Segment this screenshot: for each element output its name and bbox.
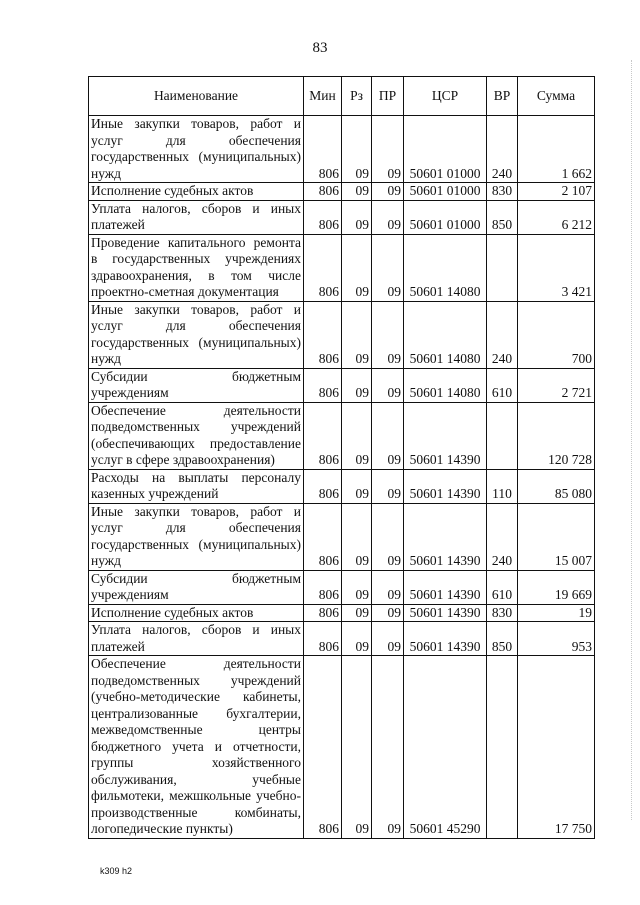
- cell-vr: 850: [487, 200, 518, 234]
- cell-rz: 09: [342, 402, 372, 469]
- cell-sum: 19: [518, 604, 595, 622]
- cell-rz: 09: [342, 234, 372, 301]
- cell-name: Обеспечение деятельности подведомственных учреждений (учебно-методические кабинеты, централизованные бухгалтерии, межведомственные центры бюджетного учета и отчетности, группы хозяйственного обслуживания, учебные фильмотеки, межшкольные учебно-производственные комбинаты, логопедические пункты): [89, 656, 304, 839]
- cell-pr: 09: [372, 368, 404, 402]
- cell-sum: 15 007: [518, 503, 595, 570]
- table-row: [89, 503, 595, 570]
- cell-csr: 50601 14080: [404, 368, 487, 402]
- cell-vr: 830: [487, 183, 518, 201]
- cell-min: 806: [304, 368, 342, 402]
- cell-min: 806: [304, 656, 342, 839]
- cell-vr: 830: [487, 604, 518, 622]
- table-header: [89, 77, 595, 116]
- cell-rz: 09: [342, 469, 372, 503]
- cell-name: Уплата налогов, сборов и иных платежей: [89, 622, 304, 656]
- cell-csr: 50601 01000: [404, 200, 487, 234]
- cell-min: 806: [304, 200, 342, 234]
- table-row: [89, 604, 595, 622]
- cell-csr: 50601 14390: [404, 570, 487, 604]
- header-pr: ПР: [372, 77, 404, 116]
- cell-min: 806: [304, 402, 342, 469]
- cell-sum: 953: [518, 622, 595, 656]
- cell-pr: 09: [372, 570, 404, 604]
- cell-rz: 09: [342, 622, 372, 656]
- table-row: [89, 116, 595, 183]
- cell-vr: [487, 402, 518, 469]
- cell-rz: 09: [342, 301, 372, 368]
- cell-vr: 240: [487, 503, 518, 570]
- footer-code: k309 h2: [100, 866, 133, 876]
- cell-min: 806: [304, 301, 342, 368]
- table-row: [89, 183, 595, 201]
- cell-rz: 09: [342, 368, 372, 402]
- cell-sum: 17 750: [518, 656, 595, 839]
- cell-pr: 09: [372, 116, 404, 183]
- header-rz: Рз: [342, 77, 372, 116]
- cell-min: 806: [304, 234, 342, 301]
- cell-name: Уплата налогов, сборов и иных платежей: [89, 200, 304, 234]
- cell-vr: [487, 656, 518, 839]
- cell-pr: 09: [372, 301, 404, 368]
- cell-csr: 50601 14080: [404, 234, 487, 301]
- table-body: [89, 116, 595, 839]
- cell-csr: 50601 14390: [404, 402, 487, 469]
- cell-min: 806: [304, 622, 342, 656]
- cell-rz: 09: [342, 503, 372, 570]
- header-row: [89, 77, 595, 116]
- cell-csr: 50601 45290: [404, 656, 487, 839]
- cell-pr: 09: [372, 503, 404, 570]
- cell-pr: 09: [372, 200, 404, 234]
- cell-csr: 50601 01000: [404, 116, 487, 183]
- cell-pr: 09: [372, 234, 404, 301]
- cell-vr: 610: [487, 368, 518, 402]
- header-vr: ВР: [487, 77, 518, 116]
- header-csr: ЦСР: [404, 77, 487, 116]
- cell-sum: 700: [518, 301, 595, 368]
- cell-pr: 09: [372, 402, 404, 469]
- cell-rz: 09: [342, 570, 372, 604]
- cell-vr: 240: [487, 116, 518, 183]
- table-row: [89, 656, 595, 839]
- header-name: Наименование: [89, 77, 304, 116]
- cell-sum: 19 669: [518, 570, 595, 604]
- table-row: [89, 570, 595, 604]
- cell-pr: 09: [372, 622, 404, 656]
- cell-pr: 09: [372, 183, 404, 201]
- cell-name: Субсидии бюджетным учреждениям: [89, 570, 304, 604]
- cell-sum: 3 421: [518, 234, 595, 301]
- cell-csr: 50601 01000: [404, 183, 487, 201]
- header-min: Мин: [304, 77, 342, 116]
- cell-csr: 50601 14390: [404, 503, 487, 570]
- table-row: [89, 234, 595, 301]
- cell-sum: 120 728: [518, 402, 595, 469]
- cell-name: Иные закупки товаров, работ и услуг для обеспечения государственных (муниципальных) нужд: [89, 116, 304, 183]
- cell-name: Иные закупки товаров, работ и услуг для обеспечения государственных (муниципальных) нужд: [89, 301, 304, 368]
- cell-name: Проведение капитального ремонта в государственных учреждениях здравоохранения, в том числе проектно-сметная документация: [89, 234, 304, 301]
- cell-name: Расходы на выплаты персоналу казенных учреждений: [89, 469, 304, 503]
- cell-name: Обеспечение деятельности подведомственных учреждений (обеспечивающих предоставление услуг в сфере здравоохранения): [89, 402, 304, 469]
- cell-sum: 2 107: [518, 183, 595, 201]
- cell-csr: 50601 14390: [404, 622, 487, 656]
- cell-min: 806: [304, 116, 342, 183]
- cell-vr: 240: [487, 301, 518, 368]
- cell-name: Субсидии бюджетным учреждениям: [89, 368, 304, 402]
- cell-sum: 85 080: [518, 469, 595, 503]
- cell-pr: 09: [372, 656, 404, 839]
- scan-edge-line: [630, 60, 632, 820]
- cell-vr: 110: [487, 469, 518, 503]
- cell-csr: 50601 14390: [404, 604, 487, 622]
- cell-name: Исполнение судебных актов: [89, 183, 304, 201]
- table-row: [89, 402, 595, 469]
- cell-name: Иные закупки товаров, работ и услуг для обеспечения государственных (муниципальных) нужд: [89, 503, 304, 570]
- cell-vr: [487, 234, 518, 301]
- cell-min: 806: [304, 604, 342, 622]
- table-row: [89, 301, 595, 368]
- table-row: [89, 368, 595, 402]
- cell-min: 806: [304, 570, 342, 604]
- cell-sum: 1 662: [518, 116, 595, 183]
- cell-min: 806: [304, 469, 342, 503]
- cell-min: 806: [304, 503, 342, 570]
- table-row: [89, 622, 595, 656]
- cell-pr: 09: [372, 469, 404, 503]
- table-row: [89, 200, 595, 234]
- cell-pr: 09: [372, 604, 404, 622]
- table-row: [89, 469, 595, 503]
- budget-table: [88, 76, 595, 839]
- cell-rz: 09: [342, 116, 372, 183]
- cell-rz: 09: [342, 604, 372, 622]
- cell-csr: 50601 14080: [404, 301, 487, 368]
- cell-vr: 850: [487, 622, 518, 656]
- cell-min: 806: [304, 183, 342, 201]
- cell-name: Исполнение судебных актов: [89, 604, 304, 622]
- cell-sum: 6 212: [518, 200, 595, 234]
- cell-rz: 09: [342, 183, 372, 201]
- cell-vr: 610: [487, 570, 518, 604]
- header-sum: Сумма: [518, 77, 595, 116]
- cell-rz: 09: [342, 656, 372, 839]
- cell-csr: 50601 14390: [404, 469, 487, 503]
- page-number: 83: [312, 40, 328, 56]
- cell-sum: 2 721: [518, 368, 595, 402]
- cell-rz: 09: [342, 200, 372, 234]
